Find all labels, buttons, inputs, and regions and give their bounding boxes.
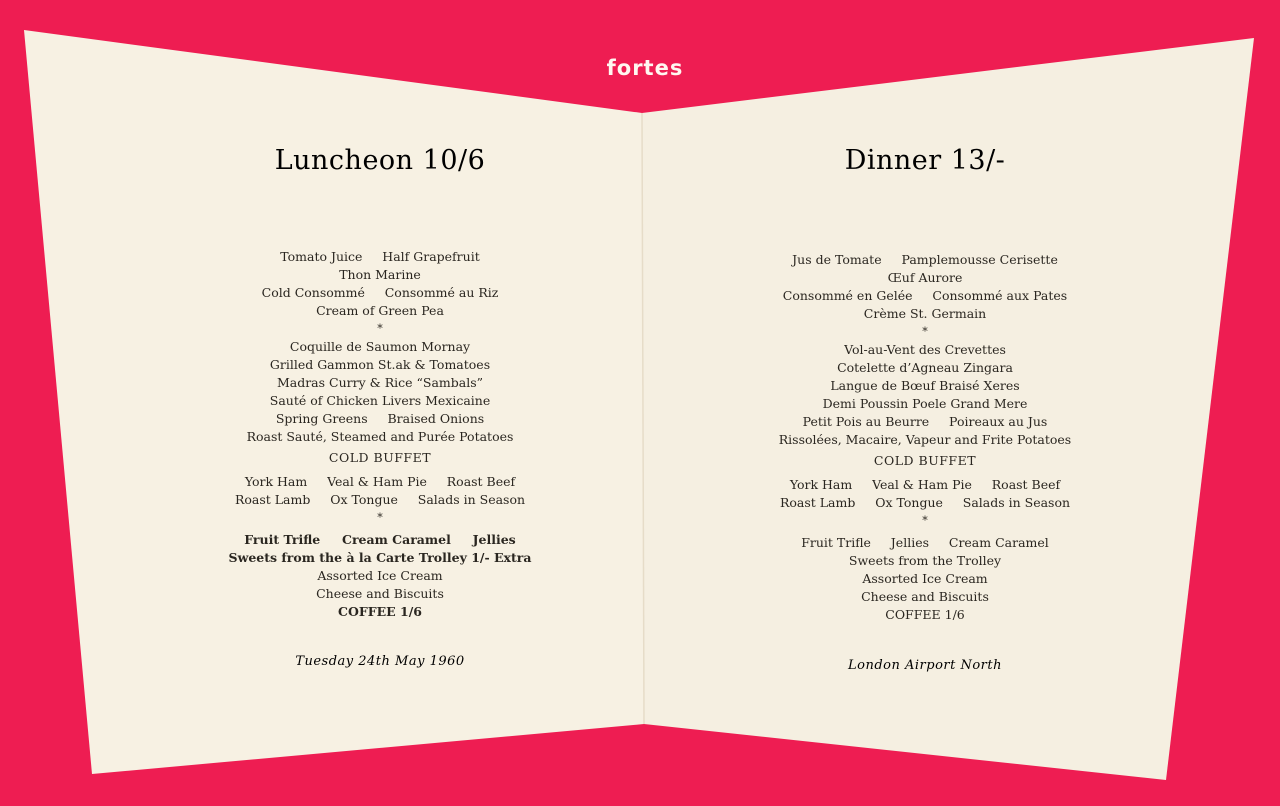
menu-line: Rissolées, Macaire, Vapeur and Frite Potatoes [778,432,1072,447]
menu-line: Coquille de Saumon Mornay [289,339,471,354]
menu-line: Sweets from the Trolley [848,553,1002,568]
separator: * [922,514,928,527]
separator: * [922,325,928,338]
separator: * [377,322,383,335]
menu-line: Roast Lamb Ox Tongue Salads in Season [234,492,526,507]
menu-line: Jus de Tomate Pamplemousse Cerisette [792,252,1058,267]
menu-line: Vol-au-Vent des Crevettes [844,342,1006,357]
menu-line: York Ham Veal & Ham Pie Roast Beef [244,474,516,489]
menu-line: Assorted Ice Cream [862,571,988,586]
menu-line: Cream of Green Pea [316,303,444,318]
menu-line: Fruit Trifle Jellies Cream Caramel [801,535,1049,550]
menu-line: Crème St. Germain [863,306,987,321]
luncheon-menu [215,248,545,621]
menu-line: Sweets from the à la Carte Trolley 1/- Extra [228,550,532,565]
coffee-line: COFFEE 1/6 [885,607,965,622]
menu-line: Roast Sauté, Steamed and Purée Potatoes [246,429,514,444]
cold-buffet-heading: COLD BUFFET [328,450,432,465]
menu-line: Fruit Trifle Cream Caramel Jellies [244,532,516,547]
separator: * [377,511,383,524]
menu-line: Cheese and Biscuits [861,589,989,604]
luncheon-date: Tuesday 24th May 1960 [295,654,465,669]
menu-line: Thon Marine [339,267,421,282]
menu-line: Grilled Gammon St.ak & Tomatoes [269,357,491,372]
menu-line: Langue de Bœuf Braisé Xeres [830,378,1020,393]
menu-line: Cheese and Biscuits [316,586,444,601]
dinner-location: London Airport North [848,658,1002,673]
menu-line: Cotelette d’Agneau Zingara [837,360,1013,375]
menu-line: Spring Greens Braised Onions [275,411,485,426]
dinner-title: Dinner 13/- [844,145,1006,176]
menu-line: Sauté of Chicken Livers Mexicaine [269,393,491,408]
luncheon-title: Luncheon 10/6 [274,145,486,176]
dinner-menu [760,251,1090,624]
cold-buffet-heading: COLD BUFFET [873,453,977,468]
menu-line: Assorted Ice Cream [317,568,443,583]
menu-line: Petit Pois au Beurre Poireaux au Jus [802,414,1048,429]
menu-line: Consommé en Gelée Consommé aux Pates [782,288,1068,303]
menu-line: Cold Consommé Consommé au Riz [261,285,499,300]
menu-line: Demi Poussin Poele Grand Mere [822,396,1028,411]
fortes-logo: fortes [606,56,684,80]
coffee-line: COFFEE 1/6 [338,604,422,619]
menu-line: Roast Lamb Ox Tongue Salads in Season [779,495,1071,510]
menu-line: York Ham Veal & Ham Pie Roast Beef [789,477,1061,492]
menu-line: Tomato Juice Half Grapefruit [280,249,480,264]
menu-line: Œuf Aurore [887,270,963,285]
menu-line: Madras Curry & Rice “Sambals” [276,375,484,390]
